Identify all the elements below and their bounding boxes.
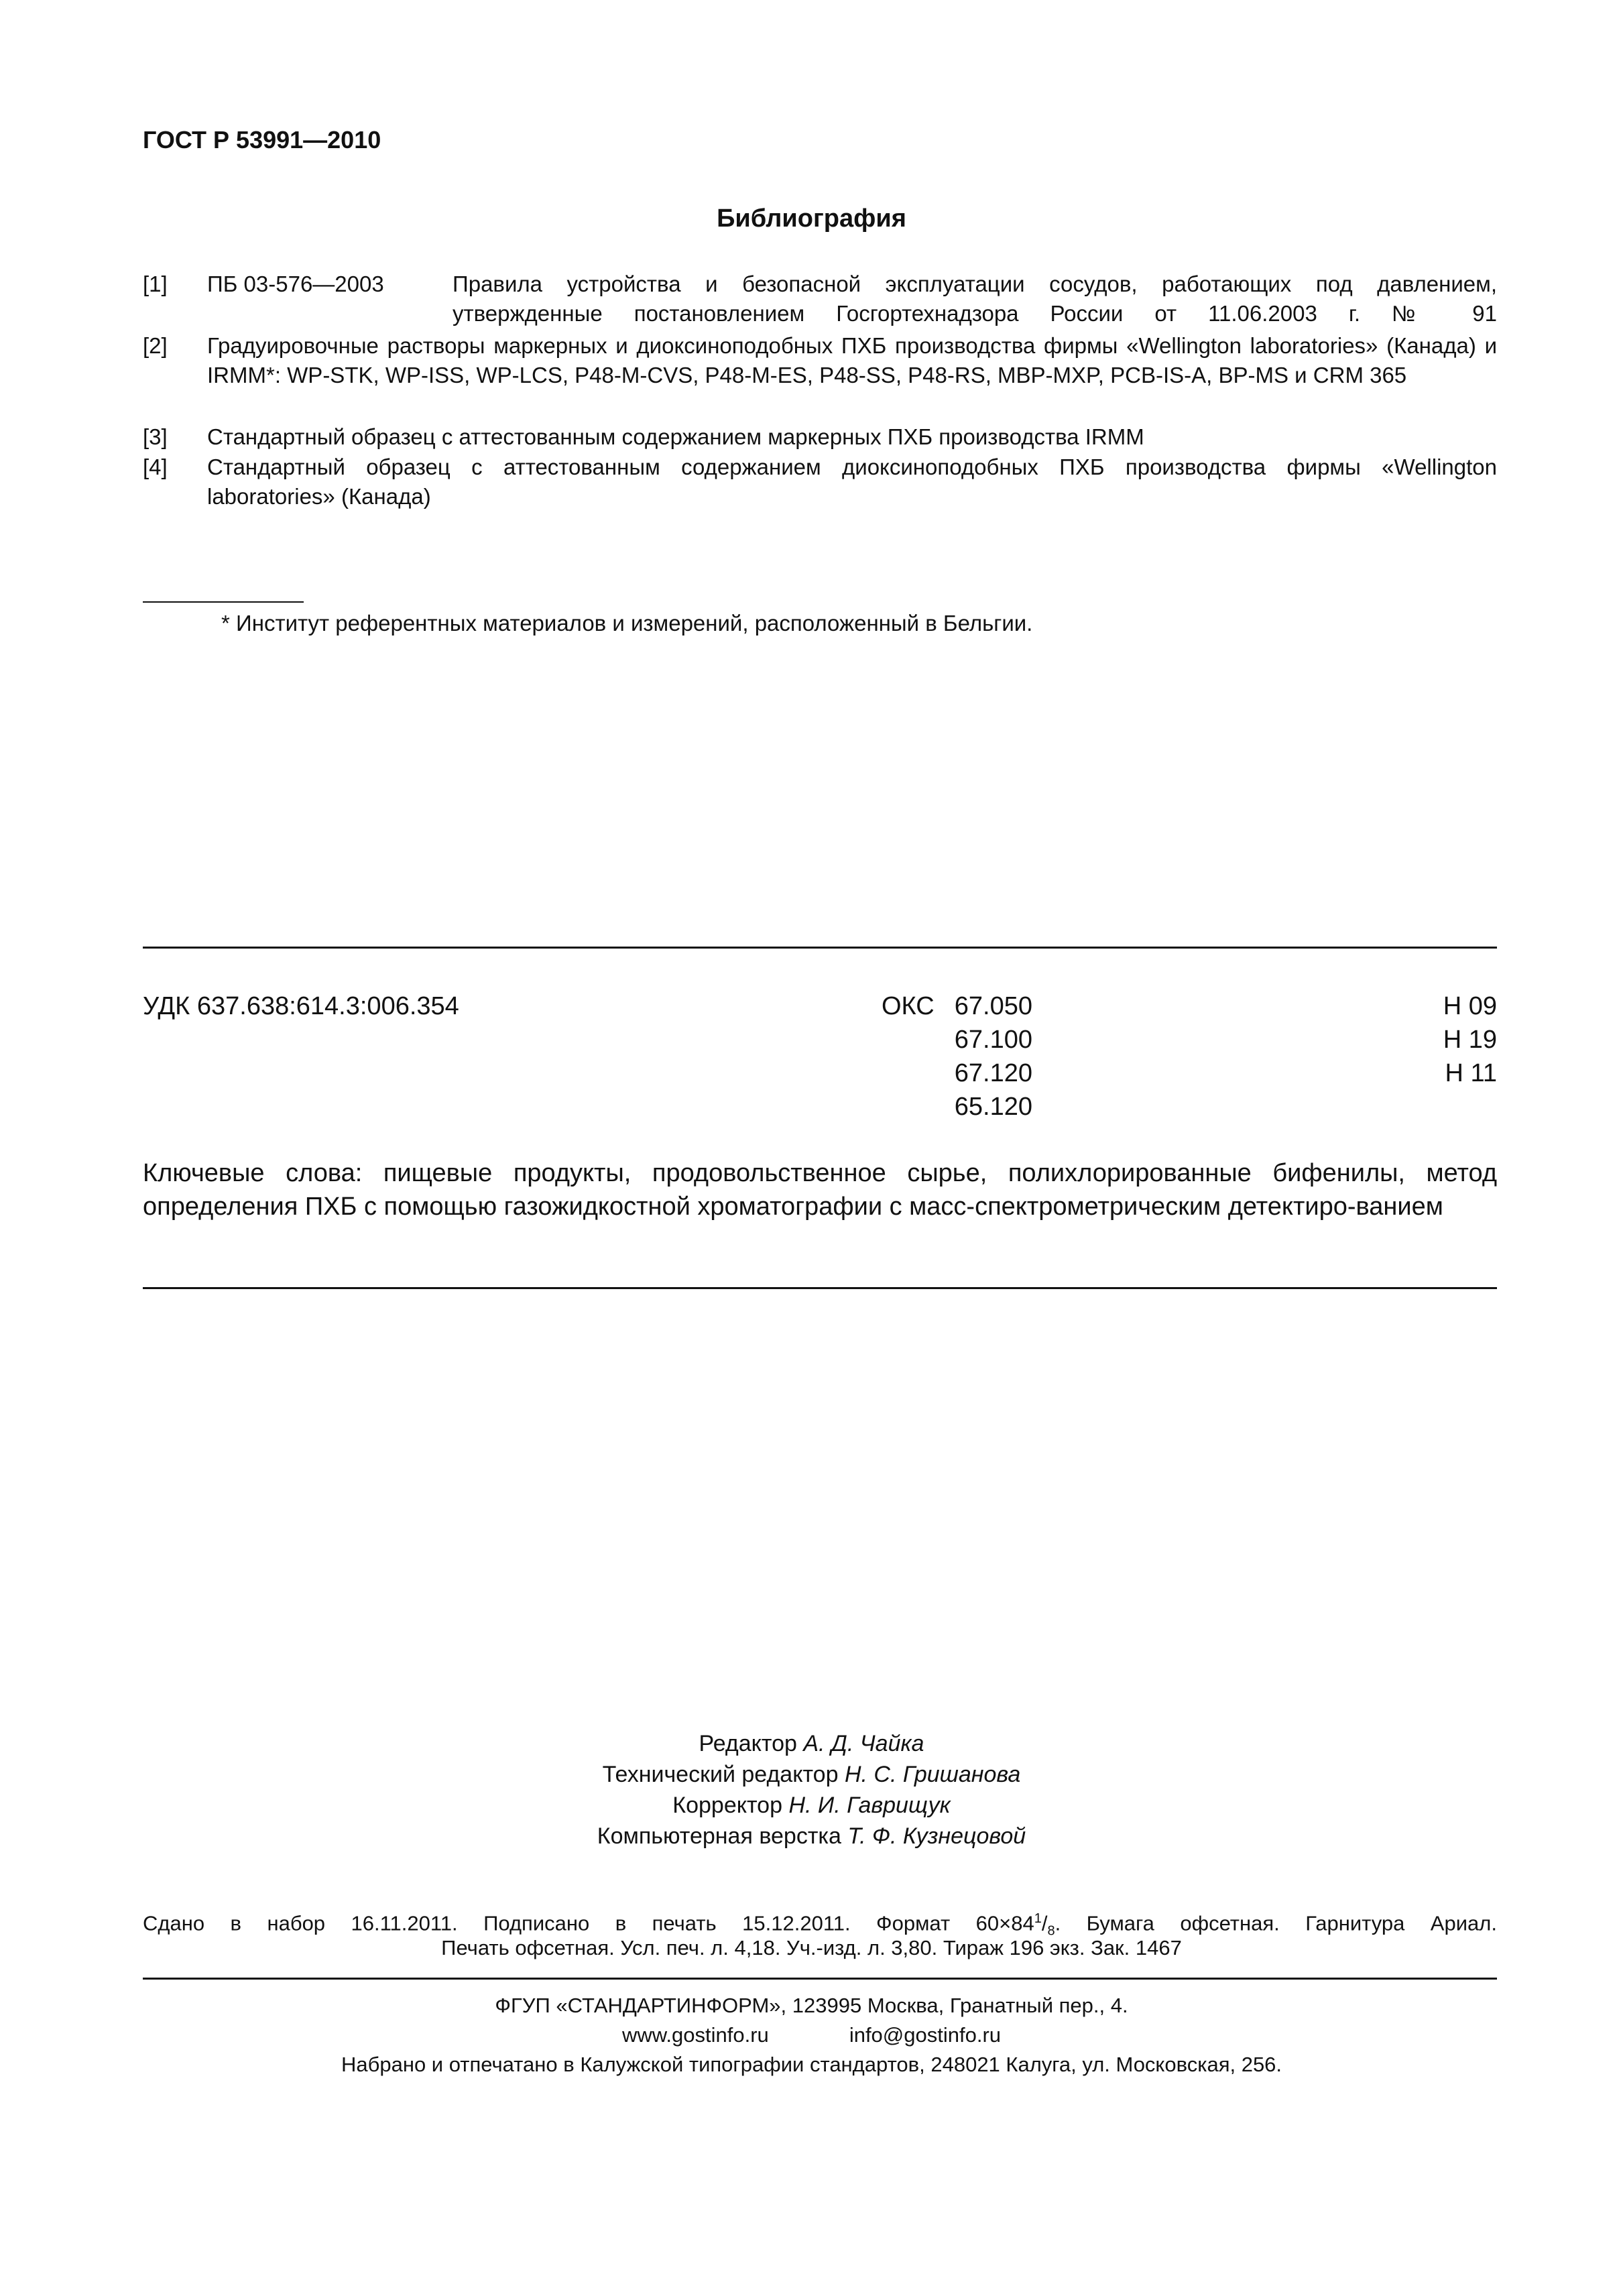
credit-editor xyxy=(0,1728,1623,1759)
credit-role: Корректор xyxy=(672,1793,782,1818)
item-text-line-1: Правила устройства и безопасной эксплуатации сосудов, работающих под давлением, xyxy=(453,271,1497,296)
item-number: [1] xyxy=(143,271,168,296)
footnote-separator xyxy=(143,601,304,603)
bibliography-item-4 xyxy=(143,452,1497,511)
item-number: [4] xyxy=(143,455,168,479)
credit-name: Н. И. Гаврищук xyxy=(788,1793,951,1818)
okp-code: Н 19 xyxy=(1443,1026,1497,1054)
item-text: Стандартный образец с аттестованным содержанием маркерных ПХБ производства IRMM xyxy=(207,424,1144,449)
oks-code: 67.100 xyxy=(954,1026,1032,1054)
keywords-text: Ключевые слова: пищевые продукты, продовольственное сырье, полихлорированные бифенилы, метод определения ПХБ с помощью газожидкостной хроматографии с масс-спектрометрическим детектиро-ванием xyxy=(143,1159,1497,1221)
format-subscript: 8 xyxy=(1047,1923,1055,1939)
bibliography-item-1 xyxy=(143,269,1497,328)
oks-label: ОКС xyxy=(882,992,935,1020)
print-info-start: Сдано в набор 16.11.2011. Подписано в печать 15.12.2011. Формат 60×84 xyxy=(143,1911,1034,1935)
item-text: Стандартный образец с аттестованным содержанием диоксиноподобных ПХБ производства фирмы «Wellington laboratories» (Канада) xyxy=(207,455,1497,509)
bibliography-item-2 xyxy=(143,331,1497,390)
bibliography-item-3 xyxy=(143,422,1497,452)
item-code: ПБ 03-576—2003 xyxy=(207,271,384,296)
credit-technical-editor xyxy=(0,1759,1623,1790)
credit-layout xyxy=(0,1821,1623,1852)
credit-role: Компьютерная верстка xyxy=(597,1823,841,1849)
okp-code: Н 11 xyxy=(1445,1059,1497,1087)
print-info-line-1: Сдано в набор 16.11.2011. Подписано в печать 15.12.2011. Формат $60\times 84^1/_8$. Бумага офсетная. Гарнитура Ариал. xyxy=(143,1911,1497,1939)
credits xyxy=(0,1728,1623,1852)
publisher-info xyxy=(0,1991,1623,2079)
item-number: [2] xyxy=(143,333,168,358)
okp-code: Н 09 xyxy=(1443,992,1497,1020)
item-text xyxy=(453,269,1497,328)
publisher-email[interactable]: info@gostinfo.ru xyxy=(849,2023,1002,2047)
credit-name: А. Д. Чайка xyxy=(803,1731,924,1756)
printing-house: Набрано и отпечатано в Калужской типографии стандартов, 248021 Калуга, ул. Московская, 256. xyxy=(341,2053,1282,2076)
format-superscript: 1 xyxy=(1034,1911,1042,1926)
print-info-line-2: Печать офсетная. Усл. печ. л. 4,18. Уч.-изд. л. 3,80. Тираж 196 экз. Зак. 1467 xyxy=(441,1936,1182,1959)
item-number: [3] xyxy=(143,424,168,449)
publisher-address: ФГУП «СТАНДАРТИНФОРМ», 123995 Москва, Гранатный пер., 4. xyxy=(495,1994,1128,2017)
oks-code: 67.120 xyxy=(954,1059,1032,1087)
publisher-contacts xyxy=(0,2020,1623,2050)
item-text: Градуировочные растворы маркерных и диоксиноподобных ПХБ производства фирмы «Wellington laboratories» (Канада) и IRMM*: WP-STK, WP-ISS, WP-LCS, P48-M-CVS, P48-M-ES, P48-SS, P48-RS, MBP-MXP, PCB-IS-A, BP-MS и CRM 365 xyxy=(207,333,1497,387)
credit-role: Технический редактор xyxy=(602,1762,839,1787)
credit-proofreader xyxy=(0,1790,1623,1821)
publisher-website[interactable]: www.gostinfo.ru xyxy=(621,2023,769,2047)
document-code: ГОСТ Р 53991—2010 xyxy=(143,126,381,154)
oks-codes xyxy=(882,989,1032,1124)
divider-middle xyxy=(143,1287,1497,1289)
footnote: * Институт референтных материалов и измерений, расположенный в Бельгии. xyxy=(221,611,1033,636)
credit-name: Н. С. Гришанова xyxy=(844,1762,1021,1787)
okp-codes xyxy=(1341,989,1497,1090)
item-text-line-2: утвержденные постановлением Госгортехнадзора России от 11.06.2003 г. № 91 xyxy=(453,301,1497,326)
bibliography-title: Библиография xyxy=(717,204,906,233)
print-info-end: . Бумага офсетная. Гарнитура Ариал. xyxy=(1055,1911,1497,1935)
oks-code: 65.120 xyxy=(954,1093,1032,1121)
credit-name: Т. Ф. Кузнецовой xyxy=(847,1823,1026,1849)
keywords xyxy=(143,1156,1497,1223)
udk-code: УДК 637.638:614.3:006.354 xyxy=(143,992,459,1020)
divider-top xyxy=(143,947,1497,949)
credit-role: Редактор xyxy=(699,1731,797,1756)
divider-bottom xyxy=(143,1978,1497,1980)
oks-code: 67.050 xyxy=(954,992,1032,1020)
